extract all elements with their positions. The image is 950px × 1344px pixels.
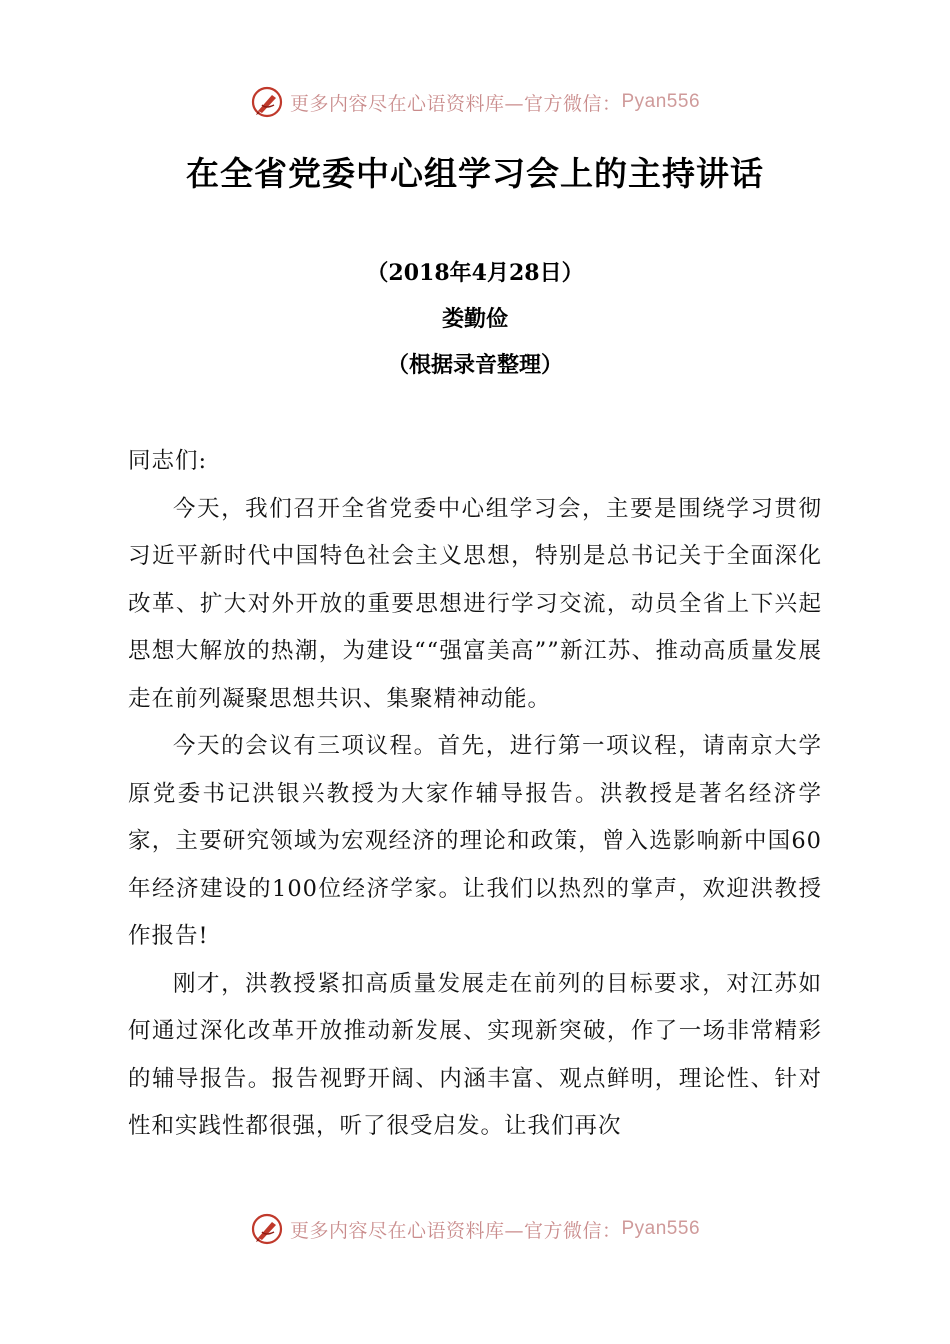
salutation: 同志们:	[128, 448, 208, 474]
watermark-text: 更多内容尽在心语资料库—官方微信：	[289, 1219, 622, 1242]
pen-icon	[250, 1212, 284, 1246]
paragraph: 今天，我们召开全省党委中心组学习会，主要是围绕学习贯彻习近平新时代中国特色社会主义思想，特别是总书记关于全面深化改革、扩大对外开放的重要思想进行学习交流，动员全省上下兴起思想大解放的热潮，为建设““强富美高””新江苏、推动高质量发展走在前列凝聚思想共识、集聚精神动能。	[128, 495, 822, 712]
watermark-wechat-id: Pyan556	[621, 1218, 701, 1239]
document-author: 娄勤俭	[441, 306, 508, 332]
document-body	[128, 438, 822, 1151]
watermark-footer	[0, 1209, 950, 1249]
pen-icon	[250, 85, 284, 119]
watermark-header	[0, 82, 950, 122]
document-title: 在全省党委中心组学习会上的主持讲话	[186, 154, 764, 193]
document-date: （2018年4月28日）	[366, 260, 584, 286]
paragraph: 今天的会议有三项议程。首先，进行第一项议程，请南京大学原党委书记洪银兴教授为大家作辅导报告。洪教授是著名经济学家，主要研究领域为宏观经济的理论和政策，曾入选影响新中国60年经济建设的100位经济学家。让我们以热烈的掌声，欢迎洪教授作报告!	[128, 733, 822, 949]
paragraph: 刚才，洪教授紧扣高质量发展走在前列的目标要求，对江苏如何通过深化改革开放推动新发展、实现新突破，作了一场非常精彩的辅导报告。报告视野开阔、内涵丰富、观点鲜明，理论性、针对性和实践性都很强，听了很受启发。让我们再次	[128, 970, 822, 1139]
watermark-text: 更多内容尽在心语资料库—官方微信：	[289, 92, 622, 115]
document-note: （根据录音整理）	[386, 352, 563, 378]
watermark-wechat-id: Pyan556	[621, 91, 701, 112]
